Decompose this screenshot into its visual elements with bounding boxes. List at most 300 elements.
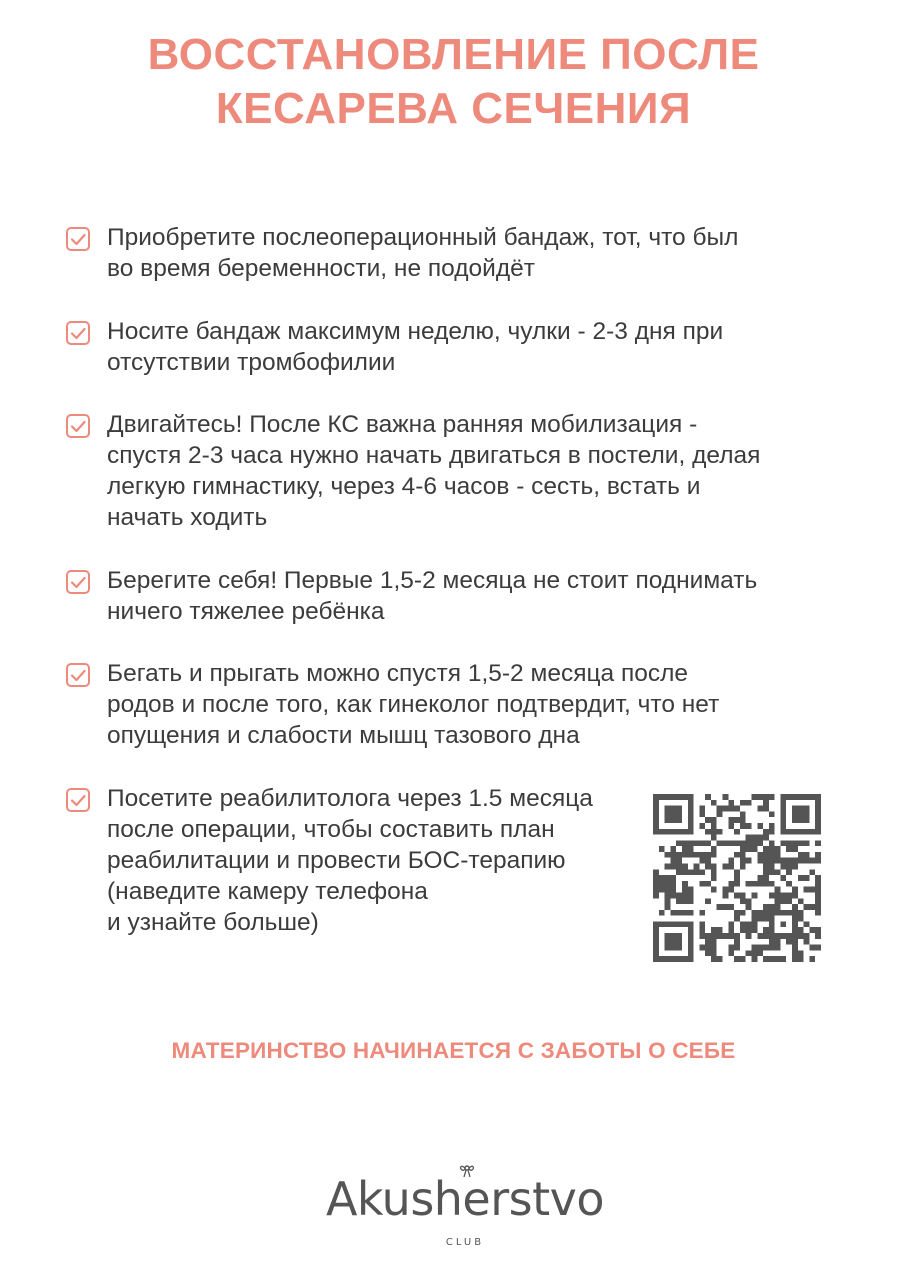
qr-module [751, 840, 757, 846]
qr-module [734, 956, 740, 962]
qr-module [804, 840, 810, 846]
qr-module [734, 840, 740, 846]
qr-module [688, 794, 694, 800]
qr-module [665, 806, 671, 812]
qr-module [815, 881, 821, 887]
qr-module [665, 921, 671, 927]
qr-module [653, 869, 659, 875]
qr-module [798, 927, 804, 933]
qr-module [769, 811, 775, 817]
qr-module [653, 921, 659, 927]
qr-module [699, 858, 705, 864]
qr-module [780, 956, 786, 962]
qr-module [682, 846, 688, 852]
qr-module [780, 864, 786, 870]
qr-module [734, 869, 740, 875]
qr-module [798, 811, 804, 817]
qr-module [815, 794, 821, 800]
qr-module [694, 852, 700, 858]
qr-module [723, 806, 729, 812]
qr-module [665, 829, 671, 835]
qr-module [711, 829, 717, 835]
qr-module [688, 910, 694, 916]
qr-module [670, 806, 676, 812]
qr-module [763, 829, 769, 835]
qr-module [757, 933, 763, 939]
qr-module [792, 921, 798, 927]
qr-module [798, 852, 804, 858]
qr-module [665, 887, 671, 893]
qr-module [676, 794, 682, 800]
qr-module [780, 823, 786, 829]
qr-module [694, 840, 700, 846]
qr-module [792, 887, 798, 893]
qr-module [809, 869, 815, 875]
qr-module [728, 823, 734, 829]
qr-module [682, 840, 688, 846]
qr-module [653, 945, 659, 951]
qr-module [809, 829, 815, 835]
qr-module [723, 887, 729, 893]
qr-module [792, 794, 798, 800]
qr-module [740, 840, 746, 846]
qr-code[interactable] [653, 794, 821, 962]
qr-module [670, 939, 676, 945]
qr-module [728, 945, 734, 951]
qr-module [653, 829, 659, 835]
qr-module [699, 869, 705, 875]
qr-module [717, 840, 723, 846]
qr-module [740, 892, 746, 898]
qr-module [769, 956, 775, 962]
qr-module [740, 846, 746, 852]
qr-module [751, 956, 757, 962]
qr-module [688, 927, 694, 933]
logo-name: Akusherstvo [325, 1172, 605, 1226]
qr-module [653, 887, 659, 893]
qr-module [711, 939, 717, 945]
qr-module [757, 916, 763, 922]
qr-module [763, 800, 769, 806]
qr-module [780, 794, 786, 800]
qr-module [705, 829, 711, 835]
qr-module [775, 852, 781, 858]
qr-module [804, 875, 810, 881]
qr-module [688, 921, 694, 927]
qr-module [792, 916, 798, 922]
qr-module [705, 840, 711, 846]
qr-module [688, 823, 694, 829]
qr-module [792, 846, 798, 852]
qr-module [804, 887, 810, 893]
qr-module [653, 927, 659, 933]
qr-module [676, 858, 682, 864]
qr-module [798, 898, 804, 904]
qr-module [780, 898, 786, 904]
qr-module [757, 881, 763, 887]
qr-module [740, 858, 746, 864]
qr-module [699, 881, 705, 887]
qr-module [688, 817, 694, 823]
qr-module [815, 806, 821, 812]
qr-module [676, 817, 682, 823]
qr-module [653, 881, 659, 887]
qr-module [792, 864, 798, 870]
qr-module [746, 846, 752, 852]
qr-module [659, 887, 665, 893]
qr-module [798, 806, 804, 812]
qr-module [786, 869, 792, 875]
qr-module [804, 939, 810, 945]
qr-module [653, 823, 659, 829]
qr-module [728, 881, 734, 887]
qr-module [734, 817, 740, 823]
qr-module [804, 921, 810, 927]
qr-module [804, 933, 810, 939]
qr-module [659, 846, 665, 852]
qr-module [746, 881, 752, 887]
qr-module [688, 945, 694, 951]
qr-module [676, 852, 682, 858]
qr-module [775, 846, 781, 852]
checkbox-checked-icon [66, 663, 90, 687]
qr-module [711, 800, 717, 806]
qr-module [757, 835, 763, 841]
qr-module [763, 858, 769, 864]
qr-module [699, 933, 705, 939]
qr-module [653, 933, 659, 939]
qr-module [815, 817, 821, 823]
qr-module [746, 921, 752, 927]
qr-module [786, 939, 792, 945]
qr-module [792, 840, 798, 846]
qr-module [775, 933, 781, 939]
qr-module [740, 927, 746, 933]
qr-module [740, 800, 746, 806]
qr-module [676, 933, 682, 939]
title-line-1: ВОССТАНОВЛЕНИЕ ПОСЛЕ [147, 30, 760, 79]
qr-module [763, 956, 769, 962]
qr-module [682, 887, 688, 893]
qr-module [653, 956, 659, 962]
qr-module [780, 840, 786, 846]
qr-module [769, 892, 775, 898]
qr-module [728, 864, 734, 870]
qr-module [705, 898, 711, 904]
qr-module [763, 869, 769, 875]
qr-module [740, 864, 746, 870]
qr-module [705, 817, 711, 823]
qr-module [734, 829, 740, 835]
qr-module [740, 823, 746, 829]
qr-module [670, 794, 676, 800]
qr-module [688, 898, 694, 904]
qr-module [734, 945, 740, 951]
qr-module [775, 898, 781, 904]
qr-module [740, 910, 746, 916]
qr-module [757, 858, 763, 864]
qr-module [769, 869, 775, 875]
qr-module [792, 910, 798, 916]
qr-module [757, 823, 763, 829]
qr-module [775, 939, 781, 945]
qr-module [723, 892, 729, 898]
qr-module [815, 840, 821, 846]
qr-module [659, 829, 665, 835]
qr-module [815, 829, 821, 835]
qr-module [792, 927, 798, 933]
qr-module [653, 806, 659, 812]
qr-module [670, 887, 676, 893]
qr-module [694, 864, 700, 870]
qr-module [763, 846, 769, 852]
qr-module [659, 921, 665, 927]
qr-module [676, 910, 682, 916]
qr-module [670, 956, 676, 962]
qr-module [728, 904, 734, 910]
qr-module [746, 823, 752, 829]
qr-module [688, 829, 694, 835]
qr-module [763, 835, 769, 841]
qr-module [670, 875, 676, 881]
qr-module [751, 846, 757, 852]
checkbox-checked-icon [66, 570, 90, 594]
qr-module [723, 794, 729, 800]
qr-module [728, 887, 734, 893]
checkbox-checked-icon [66, 414, 90, 438]
qr-module [780, 817, 786, 823]
qr-module [786, 933, 792, 939]
qr-module [717, 956, 723, 962]
qr-module [688, 869, 694, 875]
item-text: Двигайтесь! После КС важна ранняя мобилизация - спустя 2-3 часа нужно начать двигаться в постели, делая легкую гимнастику, через 4-6 часов - сесть, встать и начать ходить [107, 411, 761, 531]
qr-module [665, 904, 671, 910]
qr-module [676, 864, 682, 870]
qr-module [798, 916, 804, 922]
qr-module [682, 869, 688, 875]
qr-module [763, 864, 769, 870]
qr-module [809, 887, 815, 893]
qr-module [699, 852, 705, 858]
qr-module [757, 910, 763, 916]
qr-module [670, 846, 676, 852]
qr-module [653, 794, 659, 800]
qr-module [769, 852, 775, 858]
qr-module [780, 933, 786, 939]
qr-module [682, 852, 688, 858]
qr-module [717, 806, 723, 812]
qr-module [699, 811, 705, 817]
qr-module [711, 950, 717, 956]
qr-module [688, 939, 694, 945]
qr-module [699, 910, 705, 916]
qr-module [734, 881, 740, 887]
qr-module [734, 910, 740, 916]
qr-module [757, 950, 763, 956]
qr-module [815, 910, 821, 916]
qr-module [792, 811, 798, 817]
qr-module [682, 956, 688, 962]
qr-module [786, 840, 792, 846]
qr-module [769, 858, 775, 864]
qr-module [798, 950, 804, 956]
qr-module [688, 887, 694, 893]
qr-module [676, 811, 682, 817]
qr-module [728, 806, 734, 812]
qr-module [723, 933, 729, 939]
qr-module [665, 933, 671, 939]
qr-module [757, 852, 763, 858]
qr-module [705, 933, 711, 939]
qr-module [780, 800, 786, 806]
qr-module [682, 881, 688, 887]
qr-module [751, 794, 757, 800]
qr-module [746, 950, 752, 956]
qr-module [769, 927, 775, 933]
qr-module [728, 800, 734, 806]
qr-module [734, 939, 740, 945]
qr-module [809, 956, 815, 962]
qr-module [798, 829, 804, 835]
qr-module [763, 852, 769, 858]
qr-module [804, 817, 810, 823]
qr-module [769, 910, 775, 916]
qr-module [740, 811, 746, 817]
qr-module [705, 939, 711, 945]
qr-module [676, 829, 682, 835]
item-text: Приобретите послеоперационный бандаж, тот, что был во время беременности, не подойдёт [107, 224, 739, 282]
qr-module [804, 858, 810, 864]
qr-module [775, 904, 781, 910]
qr-module [682, 921, 688, 927]
qr-module [751, 927, 757, 933]
qr-module [728, 840, 734, 846]
qr-module [786, 910, 792, 916]
qr-module [717, 933, 723, 939]
qr-module [734, 892, 740, 898]
qr-module [809, 794, 815, 800]
qr-module [763, 881, 769, 887]
qr-module [815, 892, 821, 898]
qr-module [665, 881, 671, 887]
qr-module [769, 846, 775, 852]
qr-module [734, 875, 740, 881]
qr-module [670, 858, 676, 864]
qr-module [769, 933, 775, 939]
qr-module [751, 945, 757, 951]
item-text: Носите бандаж максимум неделю, чулки - 2-3 дня при отсутствии тромбофилии [107, 318, 724, 376]
qr-module [792, 933, 798, 939]
qr-module [740, 921, 746, 927]
qr-module [757, 840, 763, 846]
qr-module [792, 956, 798, 962]
qr-module [804, 806, 810, 812]
qr-module [711, 887, 717, 893]
qr-module [705, 852, 711, 858]
checkbox-checked-icon [66, 321, 90, 345]
qr-module [763, 945, 769, 951]
qr-module [728, 950, 734, 956]
qr-module [798, 794, 804, 800]
qr-module [786, 898, 792, 904]
qr-module [653, 875, 659, 881]
checkbox-checked-icon [66, 227, 90, 251]
qr-module [763, 933, 769, 939]
qr-module [665, 794, 671, 800]
qr-module [798, 817, 804, 823]
qr-module [804, 829, 810, 835]
qr-module [705, 945, 711, 951]
qr-module [798, 858, 804, 864]
qr-module [688, 892, 694, 898]
qr-module [798, 933, 804, 939]
qr-module [798, 875, 804, 881]
qr-module [665, 811, 671, 817]
qr-module [699, 945, 705, 951]
qr-module [676, 869, 682, 875]
qr-module [786, 846, 792, 852]
qr-module [670, 852, 676, 858]
qr-module [798, 910, 804, 916]
qr-module [815, 933, 821, 939]
qr-module [659, 881, 665, 887]
qr-module [711, 956, 717, 962]
qr-module [728, 858, 734, 864]
qr-module [676, 892, 682, 898]
qr-module [746, 835, 752, 841]
qr-module [769, 864, 775, 870]
qr-module [775, 887, 781, 893]
qr-module [670, 910, 676, 916]
qr-module [786, 892, 792, 898]
qr-module [775, 956, 781, 962]
qr-module [665, 875, 671, 881]
qr-module [769, 881, 775, 887]
qr-module [815, 800, 821, 806]
qr-module [740, 956, 746, 962]
qr-module [763, 794, 769, 800]
qr-module [665, 945, 671, 951]
qr-module [728, 817, 734, 823]
qr-module [804, 794, 810, 800]
qr-module [699, 806, 705, 812]
qr-module [804, 904, 810, 910]
item-text: Посетите реабилитолога через 1.5 месяца после операции, чтобы составить план реабилитации и провести БОС-терапию (наведите камеру телефона и узнайте больше) [107, 785, 593, 936]
qr-module [815, 852, 821, 858]
qr-module [769, 823, 775, 829]
qr-module [763, 806, 769, 812]
qr-module [711, 852, 717, 858]
qr-module [746, 800, 752, 806]
qr-module [676, 939, 682, 945]
qr-module [711, 933, 717, 939]
qr-module [757, 945, 763, 951]
qr-module [711, 835, 717, 841]
qr-module [792, 829, 798, 835]
qr-module [815, 898, 821, 904]
qr-module [665, 852, 671, 858]
qr-module [711, 869, 717, 875]
qr-module [786, 829, 792, 835]
qr-module [670, 881, 676, 887]
qr-module [751, 916, 757, 922]
qr-module [769, 945, 775, 951]
qr-module [659, 875, 665, 881]
qr-module [665, 892, 671, 898]
qr-module [653, 811, 659, 817]
qr-module [751, 892, 757, 898]
qr-module [780, 829, 786, 835]
